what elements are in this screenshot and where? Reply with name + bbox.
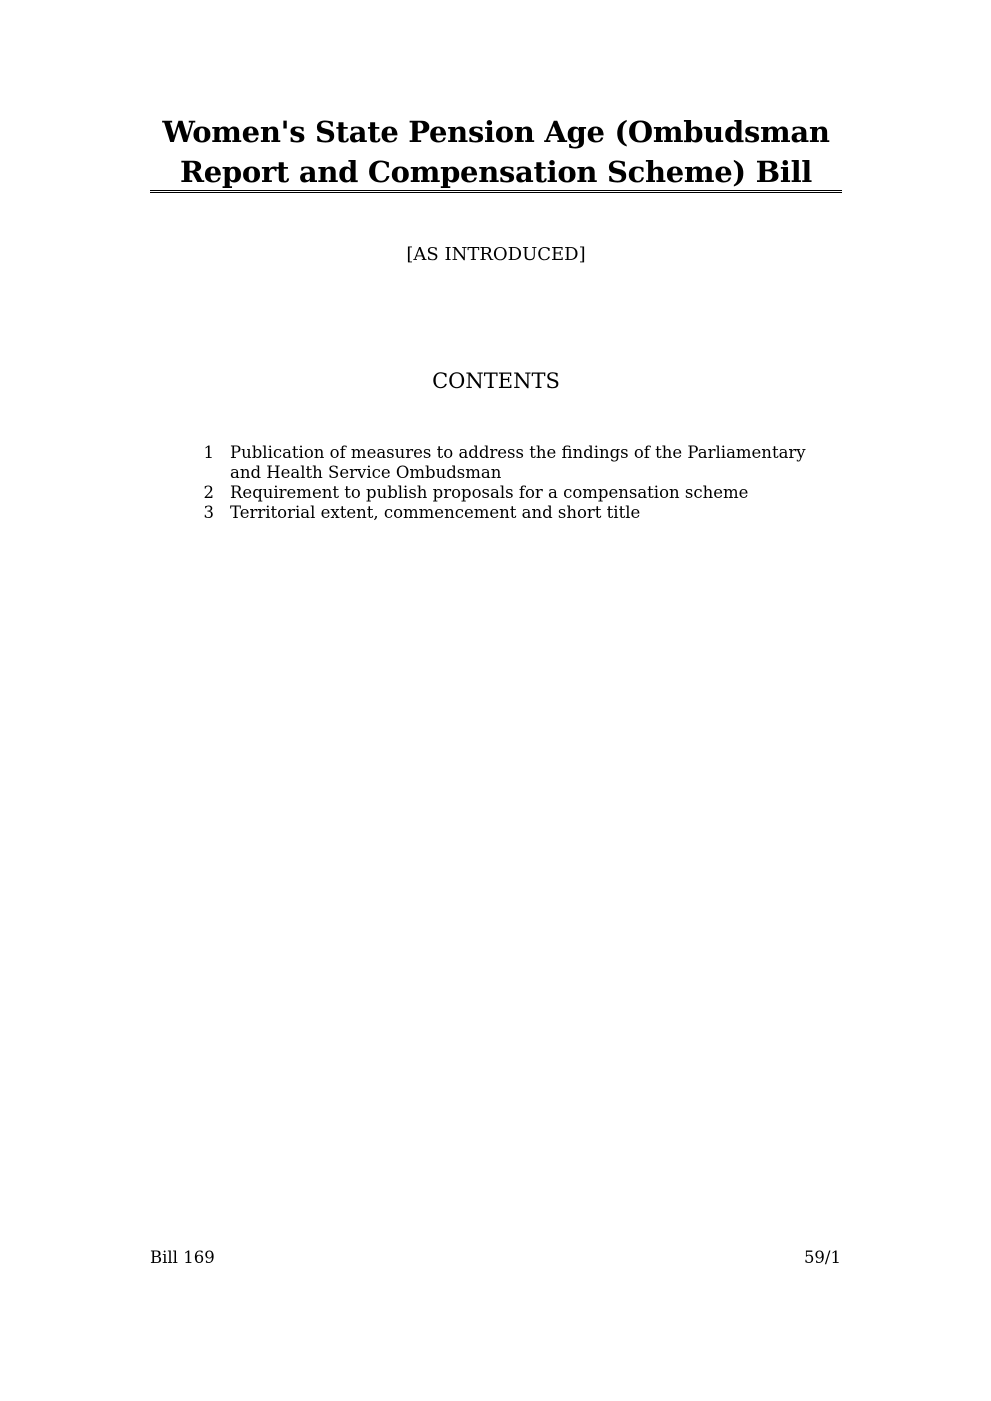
bill-status: [AS INTRODUCED] <box>406 244 586 265</box>
contents-item-number: 2 <box>203 483 214 502</box>
contents-item-number: 3 <box>203 503 214 522</box>
contents-item-text: Territorial extent, commencement and short title <box>230 503 641 522</box>
contents-item-number: 1 <box>203 443 214 462</box>
contents-item-3 <box>190 503 840 523</box>
contents-item-2 <box>190 483 840 503</box>
footer-bill-number: Bill 169 <box>150 1248 215 1267</box>
contents-item-1 <box>190 443 840 483</box>
contents-item-text: Publication of measures to address the findings of the Parliamentary and Health Service Ombudsman <box>230 443 806 482</box>
footer-print-reference: 59/1 <box>803 1248 841 1267</box>
title-double-rule <box>150 190 842 193</box>
contents-item-text: Requirement to publish proposals for a compensation scheme <box>230 483 749 502</box>
bill-title: Women's State Pension Age (Ombudsman Report and Compensation Scheme) Bill <box>162 115 830 189</box>
contents-heading: CONTENTS <box>432 369 560 393</box>
contents-list <box>190 443 840 523</box>
